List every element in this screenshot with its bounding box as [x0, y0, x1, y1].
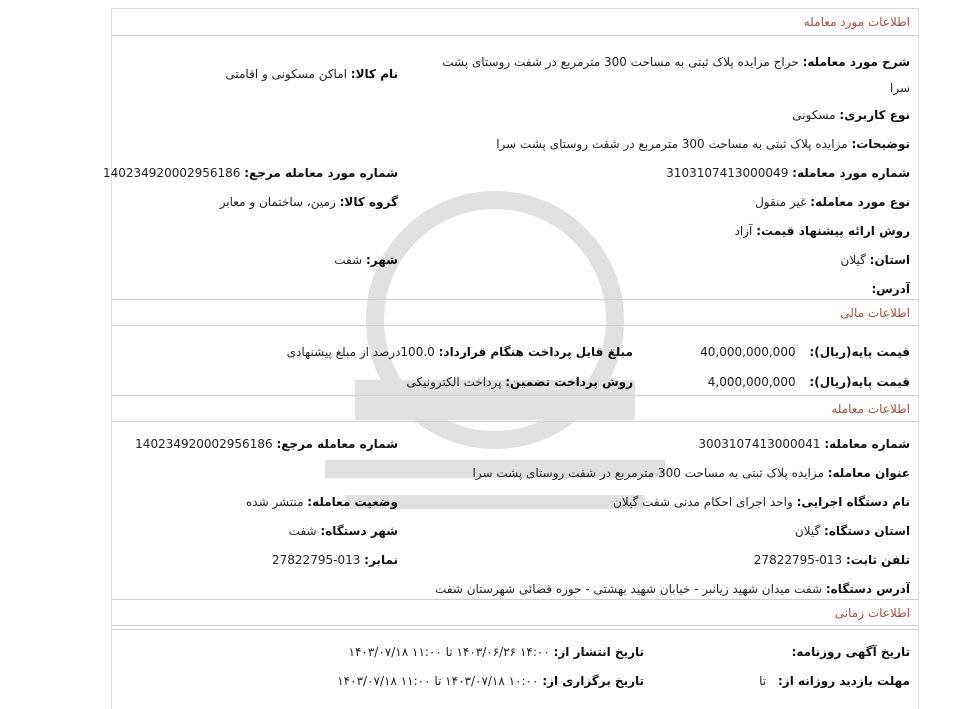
- deal-org-province: استان دستگاه: گیلان: [794, 524, 910, 538]
- deal-ref-number: شماره معامله مرجع: 140234920002956186: [135, 437, 398, 451]
- financial-guarantee-method: روش پرداخت تضمین: پرداخت الکترونیکی: [406, 375, 633, 389]
- section-deal-item-info: اطلاعات مورد معامله: [112, 9, 918, 36]
- section-financial-info: اطلاعات مالی: [112, 299, 918, 326]
- item-ref-number: شماره مورد معامله مرجع: 140234920002956186: [102, 166, 398, 180]
- financial-base-price: قیمت پایه(ریال): 40,000,000,000: [700, 345, 910, 359]
- section-time-info: اطلاعات زمانی: [112, 599, 918, 626]
- item-address: آدرس:: [871, 282, 910, 296]
- time-newspaper-date: تاریخ آگهی روزنامه:: [791, 645, 910, 659]
- item-price-method: روش ارائه پیشنهاد قیمت: آزاد: [734, 224, 910, 238]
- item-goods-name: نام کالا: اماکن مسکونی و اقامتی: [225, 67, 398, 81]
- item-number: شماره مورد معامله: 3103107413000049: [666, 166, 910, 180]
- time-divider: [112, 629, 918, 630]
- financial-payable-amount: مبلغ قابل پرداخت هنگام قرارداد: 100.0درصد از مبلغ پیشنهادی: [286, 345, 633, 359]
- deal-number: شماره معامله: 3003107413000041: [698, 437, 910, 451]
- deal-org-city: شهر دستگاه: شفت: [288, 524, 398, 538]
- deal-fax: نمابر: 013-27822795: [272, 553, 398, 567]
- item-description: شرح مورد معامله: حراج مزایده پلاک ثبتی به مساحت 300 مترمربع در شفت روستای پشت سرا: [442, 55, 910, 95]
- deal-organization: نام دستگاه اجرایی: واحد اجرای احکام مدنی شفت گیلان: [613, 495, 910, 509]
- item-goods-group: گروه کالا: زمین، ساختمان و معابر: [219, 195, 398, 209]
- item-type: نوع مورد معامله: غیر منقول: [755, 195, 910, 209]
- deal-phone: تلفن ثابت: 013-27822795: [753, 553, 910, 567]
- deal-card: [102, 8, 919, 709]
- time-visit-range: مهلت بازدید روزانه از: تا: [759, 674, 910, 688]
- item-notes: توضیحات: مزایده پلاک ثبتی به مساحت 300 مترمربع در شفت روستای پشت سرا: [496, 137, 910, 151]
- deal-title: عنوان معامله: مزایده پلاک ثبتی به مساحت 300 مترمربع در شفت روستای پشت سرا: [472, 466, 910, 480]
- time-hold-range: تاریخ برگزاری از: ۱۰:۰۰ ۱۴۰۳/۰۷/۱۸ تا ۱۱:۰۰ ۱۴۰۳/۰۷/۱۸: [337, 674, 644, 688]
- deal-org-address: آدرس دستگاه: شفت میدان شهید زیانبر - خیابان شهید بهشتی - حوزه قضائی شهرستان شفت: [435, 582, 910, 596]
- deal-status: وضعیت معامله: منتشر شده: [245, 495, 398, 509]
- item-province: استان: گیلان: [840, 253, 910, 267]
- section-deal-info: اطلاعات معامله: [112, 395, 918, 422]
- item-usage-type: نوع کاربری: مسکونی: [792, 108, 910, 122]
- item-city: شهر: شفت: [334, 253, 398, 267]
- time-publish-range: تاریخ انتشار از: ۱۴:۰۰ ۱۴۰۳/۰۶/۲۶ تا ۱۱:۰۰ ۱۴۰۳/۰۷/۱۸: [348, 645, 644, 659]
- financial-deposit-price: قیمت پایه(ریال): 4,000,000,000: [707, 375, 910, 389]
